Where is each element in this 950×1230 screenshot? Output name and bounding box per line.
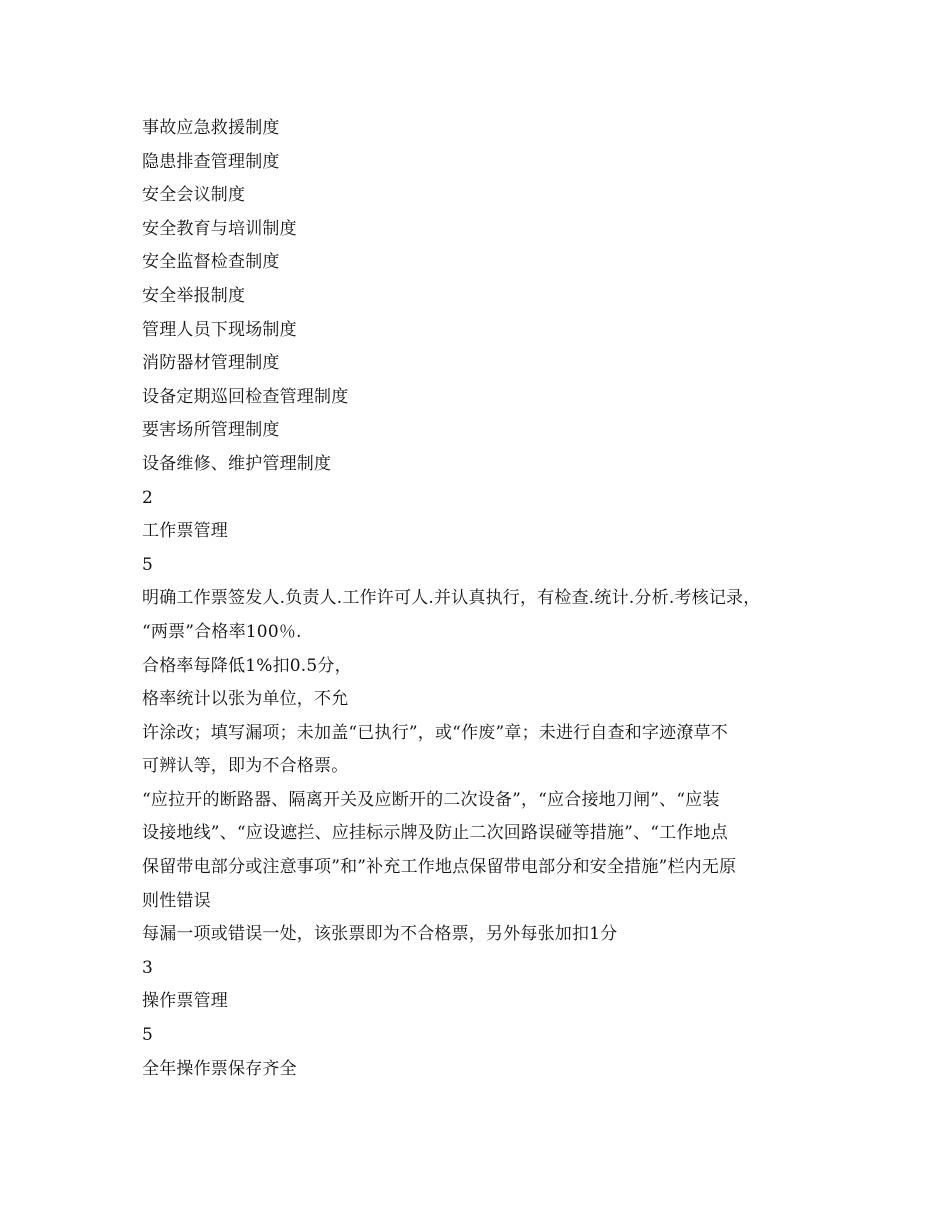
text-line: “应拉开的断路器、隔离开关及应断开的二次设备”，“应合接地刀闸”、“应装: [142, 789, 720, 810]
text-line: 明确工作票签发人.负责人.工作许可人.并认真执行，有检查.统计.分析.考核记录，: [142, 588, 761, 609]
text-line: 要害场所管理制度: [142, 420, 280, 441]
text-line: 安全教育与培训制度: [142, 218, 297, 239]
text-line: 保留带电部分或注意事项”和”补充工作地点保留带电部分和安全措施”栏内无原: [142, 857, 737, 878]
item-title: 工作票管理: [142, 521, 228, 542]
text-line: 可辨认等，即为不合格票。: [142, 756, 349, 777]
text-line: 全年操作票保存齐全: [142, 1058, 297, 1079]
text-line: 安全举报制度: [142, 285, 246, 306]
text-line: 安全监督检查制度: [142, 252, 280, 273]
text-line: 每漏一项或错误一处，该张票即为不合格票，另外每张加扣1分: [142, 924, 618, 945]
text-line: 格率统计以张为单位，不允: [142, 689, 349, 710]
text-line: 设接地线”、“应设遮拦、应挂标示牌及防止二次回路误碰等措施”、“工作地点: [142, 823, 728, 844]
document-body: [142, 112, 832, 1086]
text-line: 安全会议制度: [142, 185, 246, 206]
text-line: 设备维修、维护管理制度: [142, 453, 332, 474]
text-line: 设备定期巡回检查管理制度: [142, 386, 349, 407]
text-line: 消防器材管理制度: [142, 353, 280, 374]
item-number: 2: [142, 487, 154, 508]
text-line: 许涂改；填写漏项；未加盖“已执行”，或“作废”章；未进行自查和字迹潦草不: [142, 722, 728, 743]
text-line: 管理人员下现场制度: [142, 319, 297, 340]
item-score: 5: [142, 1025, 154, 1046]
item-score: 5: [142, 554, 154, 575]
text-line: 则性错误: [142, 890, 211, 911]
text-line: 隐患排查管理制度: [142, 151, 280, 172]
text-line: 事故应急救援制度: [142, 118, 280, 138]
text-line: “两票”合格率100％.: [142, 621, 302, 642]
text-line: 合格率每降低1%扣0.5分，: [142, 655, 352, 676]
item-title: 操作票管理: [142, 991, 228, 1012]
item-number: 3: [142, 957, 154, 978]
